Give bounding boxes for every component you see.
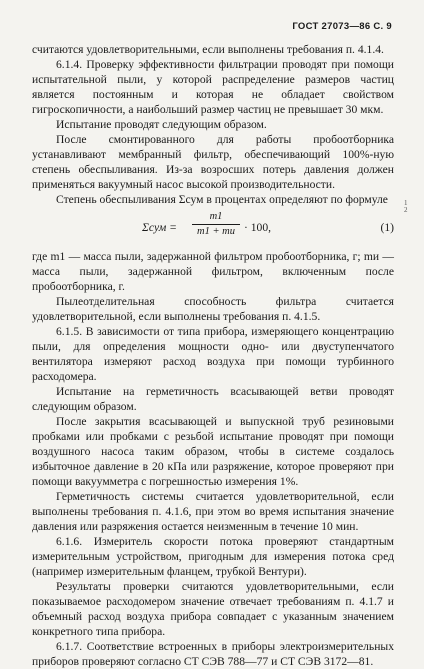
paragraph: 6.1.5. В зависимости от типа прибора, измеряющего концентрацию пыли, для определения мощности одно- или двуступенчатого вентилятора измеряют расход воздуха при помощи турбинного расходомера. <box>32 325 394 383</box>
formula-number: (1) <box>380 221 394 234</box>
page-header: ГОСТ 27073—86 С. 9 <box>292 21 392 32</box>
formula-fraction <box>192 211 240 238</box>
paragraph: После закрытия всасывающей и выпускной труб резиновыми пробками или пробками с резьбой испытание проводят при помощи воздушного насоса таким образом, чтобы в системе создалось избыточное давление в 20 кПа или разряжение, которое проверяют при помощи вакуумметра с погрешностью измерения 1%. <box>32 415 394 488</box>
paragraph: 6.1.6. Измеритель скорости потока проверяют стандартным измерительным устройством, пригодным для измерения потока сред (например измерительным фланцем, трубкой Вентури). <box>32 535 394 578</box>
paragraph: 6.1.7. Соответствие встроенных в приборы электроизмерительных приборов проверяют согласно СТ СЭВ 788—77 и СТ СЭВ 3172—81. <box>32 640 394 668</box>
paragraph: Степень обеспыливания Σсум в процентах определяют по формуле <box>56 193 388 206</box>
fraction-bar <box>192 224 240 225</box>
formula-denominator: m1 + mи <box>196 226 235 237</box>
paragraph: считаются удовлетворительными, если выполнены требования п. 4.1.4. <box>32 43 384 56</box>
paragraph: Испытание на герметичность всасывающей ветви проводят следующим образом. <box>32 385 394 413</box>
formula-lhs: Σсум = <box>142 221 177 234</box>
formula-numerator: m1 <box>209 211 223 222</box>
document-body <box>32 42 394 669</box>
paragraph: Герметичность системы считается удовлетворительной, если выполнены требования п. 4.1.6, при этом во время испытания значение давления или разряжения остается неизменным в течение 10 мин. <box>32 490 394 533</box>
paragraph: 6.1.4. Проверку эффективности фильтрации проводят при помощи испытательной пыли, у которой распределение размеров частиц является постоянным и которая не обладает свойством гигроскопичности, а наибольший размер частиц не превышает 30 мкм. <box>32 58 394 116</box>
paragraph: Результаты проверки считаются удовлетворительными, если показываемое расходомером значение отвечает требованиям п. 4.1.7 и объемный расход воздуха прибора совпадает с указанным значением конкретного типа прибора. <box>32 580 394 638</box>
paragraph: Испытание проводят следующим образом. <box>56 118 267 131</box>
paragraph: где m1 — масса пыли, задержанной фильтром пробоотборника, г; mи — масса пыли, задержанной фильтром, включенным после пробоотборника, г. <box>32 250 394 293</box>
formula-block <box>32 210 394 244</box>
paragraph: Пылеотделительная способность фильтра считается удовлетворительной, если выполнены требования п. 4.1.5. <box>32 295 394 323</box>
paragraph: После смонтированного для работы пробоотборника устанавливают мембранный фильтр, обеспечивающий 100%-ную степень обеспыливания. Из-за возросших потерь давления должен применяться вакуумный насос высокой производительности. <box>32 133 394 191</box>
formula-rest: · 100, <box>244 221 272 234</box>
margin-mark: 1 2 <box>404 199 408 214</box>
